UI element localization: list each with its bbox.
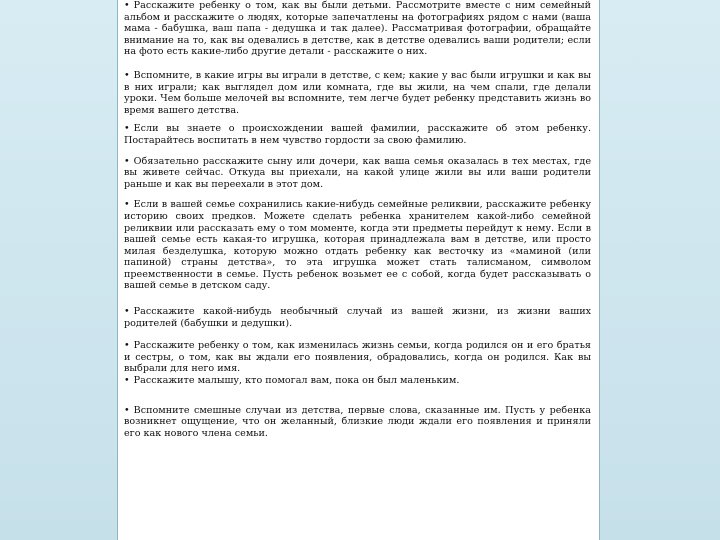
paragraph-unusual-case: • Расскажите какой-нибудь необычный случай из вашей жизни, из жизни ваших родителей (бабушки и дедушки).	[124, 306, 591, 329]
bullet-icon: •	[124, 0, 130, 11]
paragraph-family-name: • Если вы знаете о происхождении вашей фамилии, расскажите об этом ребенку. Постарайтесь воспитать в нем чувство гордости за свою фамилию.	[124, 123, 591, 146]
slide-frame-right	[599, 0, 600, 540]
paragraph-childhood-games: • Вспомните, в какие игры вы играли в детстве, с кем; какие у вас были игрушки и как вы в них играли; как выглядел дом или комната, где вы жили, на чем спали, где делали уроки. Чем больше мелочей вы вспомните, тем легче будет ребенку представить жизнь во время вашего детства.	[124, 69, 591, 116]
paragraph-siblings: • Расскажите ребенку о том, как изменилась жизнь семьи, когда родился он и его братья и сестры, о том, как вы ждали его появления, обрадовались, когда он родился. Как вы выбрали для него имя.	[124, 340, 591, 375]
paragraph-funny-cases: • Вспомните смешные случаи из детства, первые слова, сказанные им. Пусть у ребенка возникнет ощущение, что он желанный, близкие люди ждали его появления и приняли его как нового члена семьи.	[124, 404, 591, 439]
bullet-icon: •	[124, 404, 130, 416]
bullet-icon: •	[124, 340, 130, 352]
bullet-icon: •	[124, 375, 130, 387]
paragraph-helpers: • Расскажите малышу, кто помогал вам, пока он был маленьким.	[124, 375, 460, 387]
paragraph-family-relics: • Если в вашей семье сохранились какие-нибудь семейные реликвии, расскажите ребенку историю своих предков. Можете сделать ребенка хранителем какой-либо семейной реликвии или рассказать ему о том моменте, когда эти предметы перейдут к нему. Если в вашей семье есть какая-то игрушка, которая принадлежала вам в детстве, или просто милая безделушка, которую можно отдать ребенку как весточку из «маминой (или папиной) страны детства», то эта игрушка может стать талисманом, символом преемственности в семье. Пусть ребенок возьмет ее с собой, когда будет рассказывать о вашей семье в детском саду.	[124, 199, 591, 292]
bullet-icon: •	[124, 69, 130, 81]
bullet-icon: •	[124, 123, 130, 135]
bullet-icon: •	[124, 199, 130, 211]
document-text	[124, 0, 591, 439]
bullet-icon: •	[124, 155, 130, 167]
paragraph-family-album: • Расскажите ребенку о том, как вы были детьми. Рассмотрите вместе с ним семейный альбом и расскажите о людях, которые запечатлены на фотографиях рядом с нами (ваша мама - бабушка, ваш папа - дедушка и так далее). Рассматривая фотографии, обращайте внимание на то, как вы одевались в детстве, как в детстве одевались ваши родители; если на фото есть какие-либо другие детали - расскажите о них.	[124, 0, 591, 58]
paragraph-relocation: • Обязательно расскажите сыну или дочери, как ваша семья оказалась в тех местах, где вы живете сейчас. Откуда вы приехали, на какой улице жили вы или ваши родители раньше и как вы переехали в этот дом.	[124, 155, 591, 190]
document-page	[118, 0, 599, 540]
bullet-icon: •	[124, 306, 130, 318]
